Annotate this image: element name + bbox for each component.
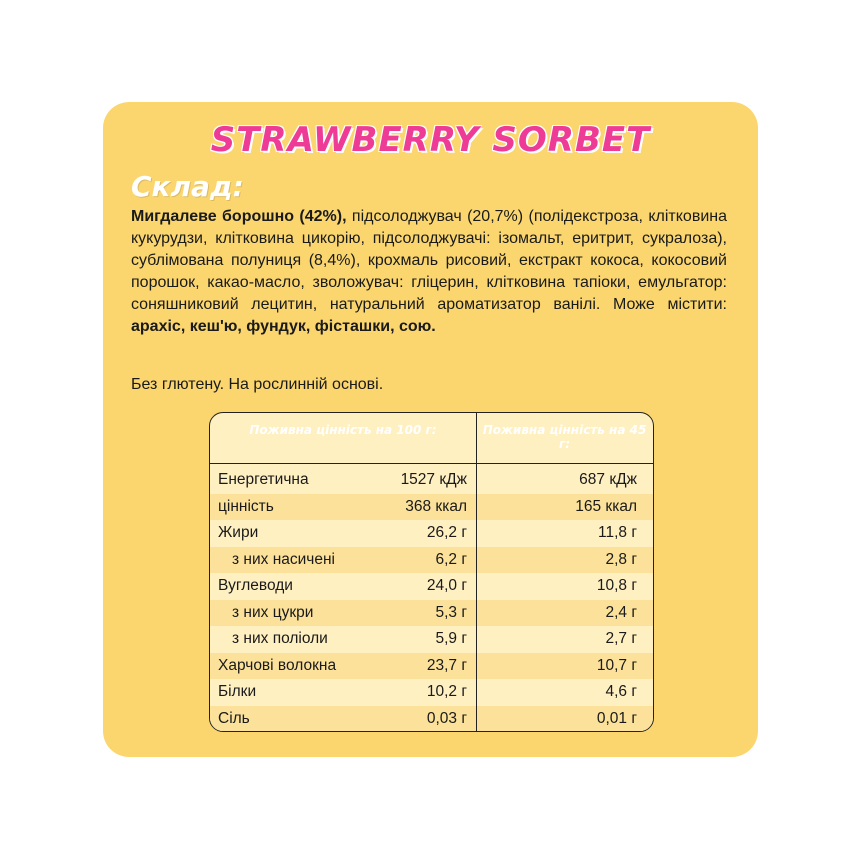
value-per-100g: 26,2 г [426,524,467,541]
nutrient-name: Білки [218,683,257,700]
dietary-note: Без глютену. На рослинній основі. [131,376,384,393]
nutrient-name: з них насичені [232,550,335,568]
value-per-45g: 10,8 г [596,577,637,594]
nutrient-name: Вуглеводи [218,577,293,594]
table-row [210,706,653,733]
nutrient-name: Сіль [218,709,250,727]
table-row [210,679,653,706]
value-per-100g: 5,9 г [435,630,467,647]
value-per-100g: 24,0 г [426,577,467,594]
value-per-45g: 2,8 г [605,550,637,568]
ingredients-allergens: арахіс, кеш'ю, фундук, фісташки, сою. [131,318,436,335]
value-per-100g: 0,03 г [426,709,467,727]
table-row [210,520,653,547]
table-row [210,626,653,653]
nutrient-name: Енергетична [218,471,309,488]
nutrient-name: з них цукри [232,603,314,621]
column-divider [476,413,477,731]
table-row [210,494,653,521]
table-row [210,600,653,627]
value-per-45g: 0,01 г [596,709,637,727]
product-title: STRAWBERRY SORBET [210,120,651,160]
header-per-45g: Поживна цінність на 45 г: [482,423,647,451]
value-per-100g: 1527 кДж [400,471,467,488]
value-per-100g: 6,2 г [435,550,467,568]
table-row [210,573,653,600]
nutrition-rows [210,467,653,732]
header-per-100g: Поживна цінність на 100 г: [249,423,437,437]
value-per-45g: 687 кДж [579,471,637,488]
label-card [103,102,758,757]
nutrient-name: цінність [218,497,274,515]
table-row [210,653,653,680]
nutrient-name: Жири [218,524,259,541]
ingredients-body: підсолоджувач (20,7%) (полідекстроза, клітковина кукурудзи, клітковина цикорію, підсолоджувачі: ізомальт, еритрит, сукралоза), сублімована полуниця (8,4%), крохмаль рисовий, екстракт кокоса, кокосовий порошок, какао-масло, зволожувач: гліцерин, клітковина тапіоки, емульгатор: соняшниковий лецитин, натуральний ароматизатор ванілі. Може містити: [131,208,727,313]
value-per-45g: 165 ккал [575,497,637,515]
nutrient-name: з них поліоли [232,630,328,647]
table-row [210,547,653,574]
value-per-45g: 2,7 г [605,630,637,647]
value-per-45g: 10,7 г [596,656,637,674]
value-per-100g: 23,7 г [426,656,467,674]
ingredients-bold-start: Мигдалеве борошно (42%), [131,208,347,225]
nutrition-table [209,412,654,732]
nutrient-name: Харчові волокна [218,656,337,674]
value-per-100g: 5,3 г [435,603,467,621]
value-per-45g: 11,8 г [598,524,637,541]
composition-heading: Склад: [131,170,244,203]
value-per-100g: 10,2 г [426,683,467,700]
value-per-100g: 368 ккал [405,497,467,515]
value-per-45g: 4,6 г [605,683,637,700]
table-row [210,467,653,494]
value-per-45g: 2,4 г [605,603,637,621]
header-divider [210,463,653,464]
ingredients-text [131,206,727,338]
